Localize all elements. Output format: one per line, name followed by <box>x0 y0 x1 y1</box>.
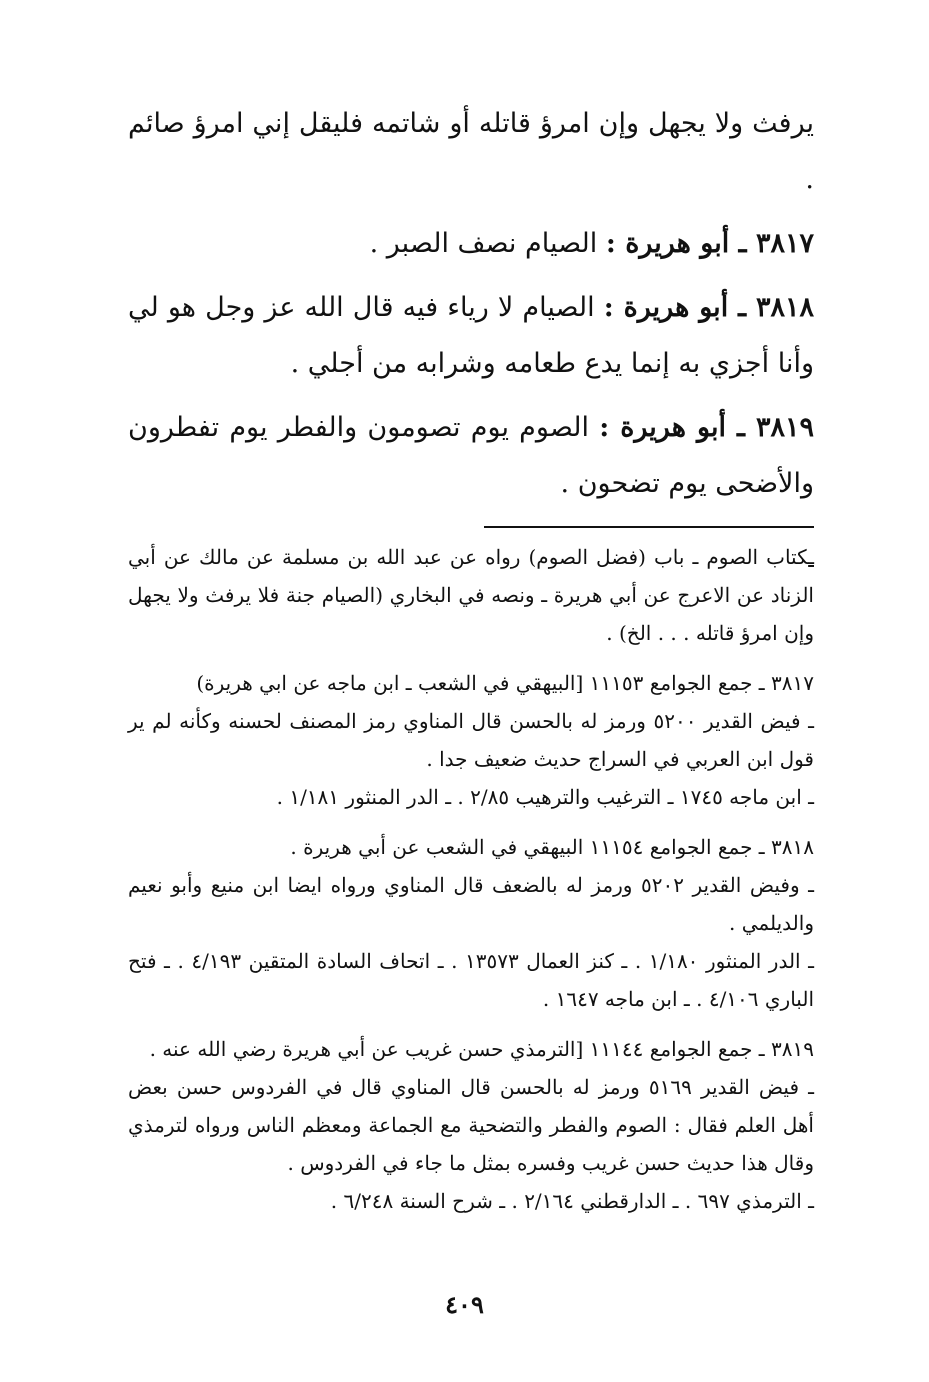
hadith-3819 <box>128 400 814 512</box>
hadith-3818 <box>128 280 814 392</box>
hadith-3817 <box>128 216 814 272</box>
page-body <box>128 96 814 1220</box>
footnote-marker: ـ <box>808 545 814 569</box>
footnote-3819-grading: ـ فيض القدير ٥١٦٩ ورمز له بالحسن قال المناوي قال في الفردوس حسن بعض أهل العلم فقال : الصوم والفطر والتضحية مع الجماعة ومعظم الناس ورواه لترمذي وقال هذا حديث حسن غريب وفسره بمثل ما جاء في الفردوس . <box>128 1075 814 1175</box>
hadith-narrator: أبو هريرة : <box>603 292 729 323</box>
footnotes <box>128 538 814 1220</box>
hadith-separator: ـ <box>728 292 756 323</box>
footnote-3818-references: ـ الدر المنثور ١/١٨٠ . ـ كنز العمال ١٣٥٧٣ . ـ اتحاف السادة المتقين ٤/١٩٣ . ـ فتح الباري ٤/١٠٦ . ـ ابن ماجه ١٦٤٧ . <box>128 949 814 1011</box>
hadith-body: الصوم يوم تصومون والفطر يوم تفطرون والأضحى يوم تضحون . <box>128 412 814 499</box>
hadith-continuation: يرفث ولا يجهل وإن امرؤ قاتله أو شاتمه فليقل إني امرؤ صائم . <box>128 108 814 195</box>
hadith-body: الصيام نصف الصبر . <box>369 228 606 259</box>
footnote-divider <box>484 526 814 528</box>
hadith-narrator: أبو هريرة : <box>599 412 726 443</box>
hadith-separator: ـ <box>725 412 756 443</box>
footnote-3819-references: ـ الترمذي ٦٩٧ . ـ الدارقطني ٢/١٦٤ . ـ شرح السنة ٦/٢٤٨ . <box>330 1189 814 1213</box>
page-number: ٤٠٩ <box>445 1290 484 1319</box>
footnote-text: كتاب الصوم ـ باب (فضل الصوم) رواه عن عبد الله بن مسلمة عن مالك عن أبي الزناد عن الاعرج عن أبي هريرة ـ ونصه في البخاري (الصيام جنة فلا يرفث ولا يجهل وإن امرؤ قاتله . . . الخ) . <box>128 545 814 645</box>
footnote-previous-hadith <box>128 538 814 652</box>
footnote-3818-source: ٣٨١٨ ـ جمع الجوامع ١١١٥٤ البيهقي في الشعب عن أبي هريرة . <box>290 835 814 859</box>
hadith-number: ٣٨١٧ <box>755 228 814 259</box>
hadith-separator: ـ <box>729 228 756 259</box>
hadith-number: ٣٨١٩ <box>755 412 814 443</box>
footnote-3817-grading: ـ فيض القدير ٥٢٠٠ ورمز له بالحسن قال المناوي رمز المصنف لحسنه وكأنه لم ير قول ابن العربي في السراج حديث ضعيف جدا . <box>128 709 814 771</box>
footnote-3817-source: ٣٨١٧ ـ جمع الجوامع ١١١٥٣ [البيهقي في الشعب ـ ابن ماجه عن ابي هريرة) <box>196 671 814 695</box>
footnote-3817-references: ـ ابن ماجه ١٧٤٥ ـ الترغيب والترهيب ٢/٨٥ . ـ الدر المنثور ١/١٨١ . <box>276 785 814 809</box>
hadith-body: الصيام لا رياء فيه قال الله عز وجل هو لي وأنا أجزي به إنما يدع طعامه وشرابه من أجلي . <box>128 292 814 379</box>
footnote-3818-grading: ـ وفيض القدير ٥٢٠٢ ورمز له بالضعف قال المناوي ورواه ايضا ابن منيع وأبو نعيم والديلمي . <box>128 873 814 935</box>
footnote-3819-source: ٣٨١٩ ـ جمع الجوامع ١١١٤٤ [الترمذي حسن غريب عن أبي هريرة رضي الله عنه . <box>149 1037 814 1061</box>
hadith-number: ٣٨١٨ <box>755 292 814 323</box>
hadith-text <box>128 96 814 512</box>
hadith-narrator: أبو هريرة : <box>605 228 730 259</box>
